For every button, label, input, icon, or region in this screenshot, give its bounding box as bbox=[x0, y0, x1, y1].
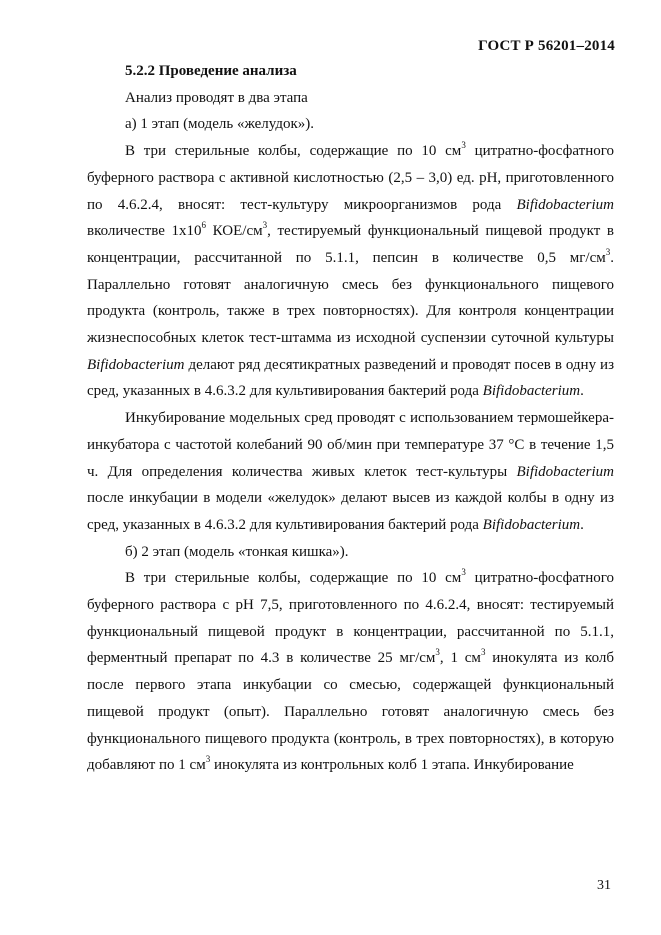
document-body bbox=[87, 58, 614, 779]
intro-paragraph: Анализ проводят в два этапа bbox=[125, 89, 308, 106]
text-run: инокулята из колб после первого этапа инкубации со смесью, содержащей функциональный пищевой продукт (опыт). Параллельно готовят аналогичную смесь без функционального пищевого продукта (контроль, в трех повторностях), в которую добавляют по 1 см bbox=[87, 650, 614, 774]
text-run: , 1 см bbox=[439, 650, 481, 667]
superscript: 3 bbox=[435, 647, 440, 658]
italic-genus-name: Bifidobacterium bbox=[87, 356, 185, 373]
text-run: . Параллельно готовят аналогичную смесь без функционального пищевого продукта (контроль, также в трех повторностях). Для контроля концентрации жизнеспособных клеток тест-штамма из исходной суспензии суточной культуры bbox=[87, 249, 614, 347]
text-run: КОЕ/см bbox=[206, 223, 263, 240]
italic-genus-name: Bifidobacterium bbox=[516, 196, 614, 213]
italic-genus-name: Bifidobacterium bbox=[482, 516, 581, 533]
italic-genus-name: Bifidobacterium bbox=[516, 463, 614, 480]
standard-header: ГОСТ Р 56201–2014 bbox=[478, 38, 615, 54]
text-run: инокулята из контрольных колб 1 этапа. Инкубирование bbox=[210, 757, 574, 774]
superscript: 3 bbox=[461, 567, 466, 578]
superscript: 3 bbox=[205, 754, 211, 765]
italic-genus-name: Bifidobacterium bbox=[482, 383, 581, 400]
superscript: 3 bbox=[480, 647, 486, 658]
text-run: делают ряд десятикратных разведений и проводят посев в одну из сред, указанных в 4.6.3.2 для культивирования бактерий рода bbox=[87, 356, 614, 400]
superscript: 6 bbox=[201, 220, 207, 231]
text-run: . bbox=[580, 383, 584, 400]
text-run: В три стерильные колбы, содержащие по 10 см bbox=[125, 570, 462, 587]
superscript: 3 bbox=[262, 220, 268, 231]
stage2-title: б) 2 этап (модель «тонкая кишка»). bbox=[125, 543, 349, 560]
text-run: , тестируемый функциональный пищевой продукт в концентрации, рассчитанной по 5.1.1, пепсин в количестве 0,5 мг/см bbox=[87, 223, 614, 266]
section-heading: 5.2.2 Проведение анализа bbox=[125, 63, 297, 79]
text-run: вколичестве 1х10 bbox=[87, 223, 202, 240]
text-run: . bbox=[580, 516, 584, 533]
text-run: В три стерильные колбы, содержащие по 10 см bbox=[125, 143, 462, 160]
text-run: цитратно-фосфатного буферного раствора с активной кислотностью (2,5 – 3,0) ед. pH, приготовленного по 4.6.2.4, вносят: тест-культуру микроорганизмов рода bbox=[87, 143, 614, 213]
superscript: 3 bbox=[605, 246, 611, 257]
text-run: после инкубации в модели «желудок» делают высев из каждой колбы в одну из сред, указанных в 4.6.3.2 для культивирования бактерий рода bbox=[87, 490, 614, 533]
stage1-paragraph bbox=[87, 138, 614, 405]
superscript: 3 bbox=[461, 140, 466, 151]
page-number: 31 bbox=[597, 878, 611, 893]
stage1-title: а) 1 этап (модель «желудок»). bbox=[125, 116, 315, 133]
text-run: Инкубирование модельных сред проводят с использованием термошейкера-инкубатора с частотой колебаний 90 об/мин при температуре 37 °С в течение 1,5 ч. Для определения количества живых клеток тест-культуры bbox=[87, 410, 614, 480]
incubation-paragraph bbox=[87, 405, 614, 539]
text-run: цитратно-фосфатного буферного раствора с pH 7,5, приготовленного по 4.6.2.4, вносят: тестируемый функциональный пищевой продукт в концентрации, рассчитанной по 5.1.1, ферментный препарат по 4.3 в количестве 25 мг/см bbox=[87, 570, 614, 667]
stage2-paragraph bbox=[87, 565, 614, 779]
